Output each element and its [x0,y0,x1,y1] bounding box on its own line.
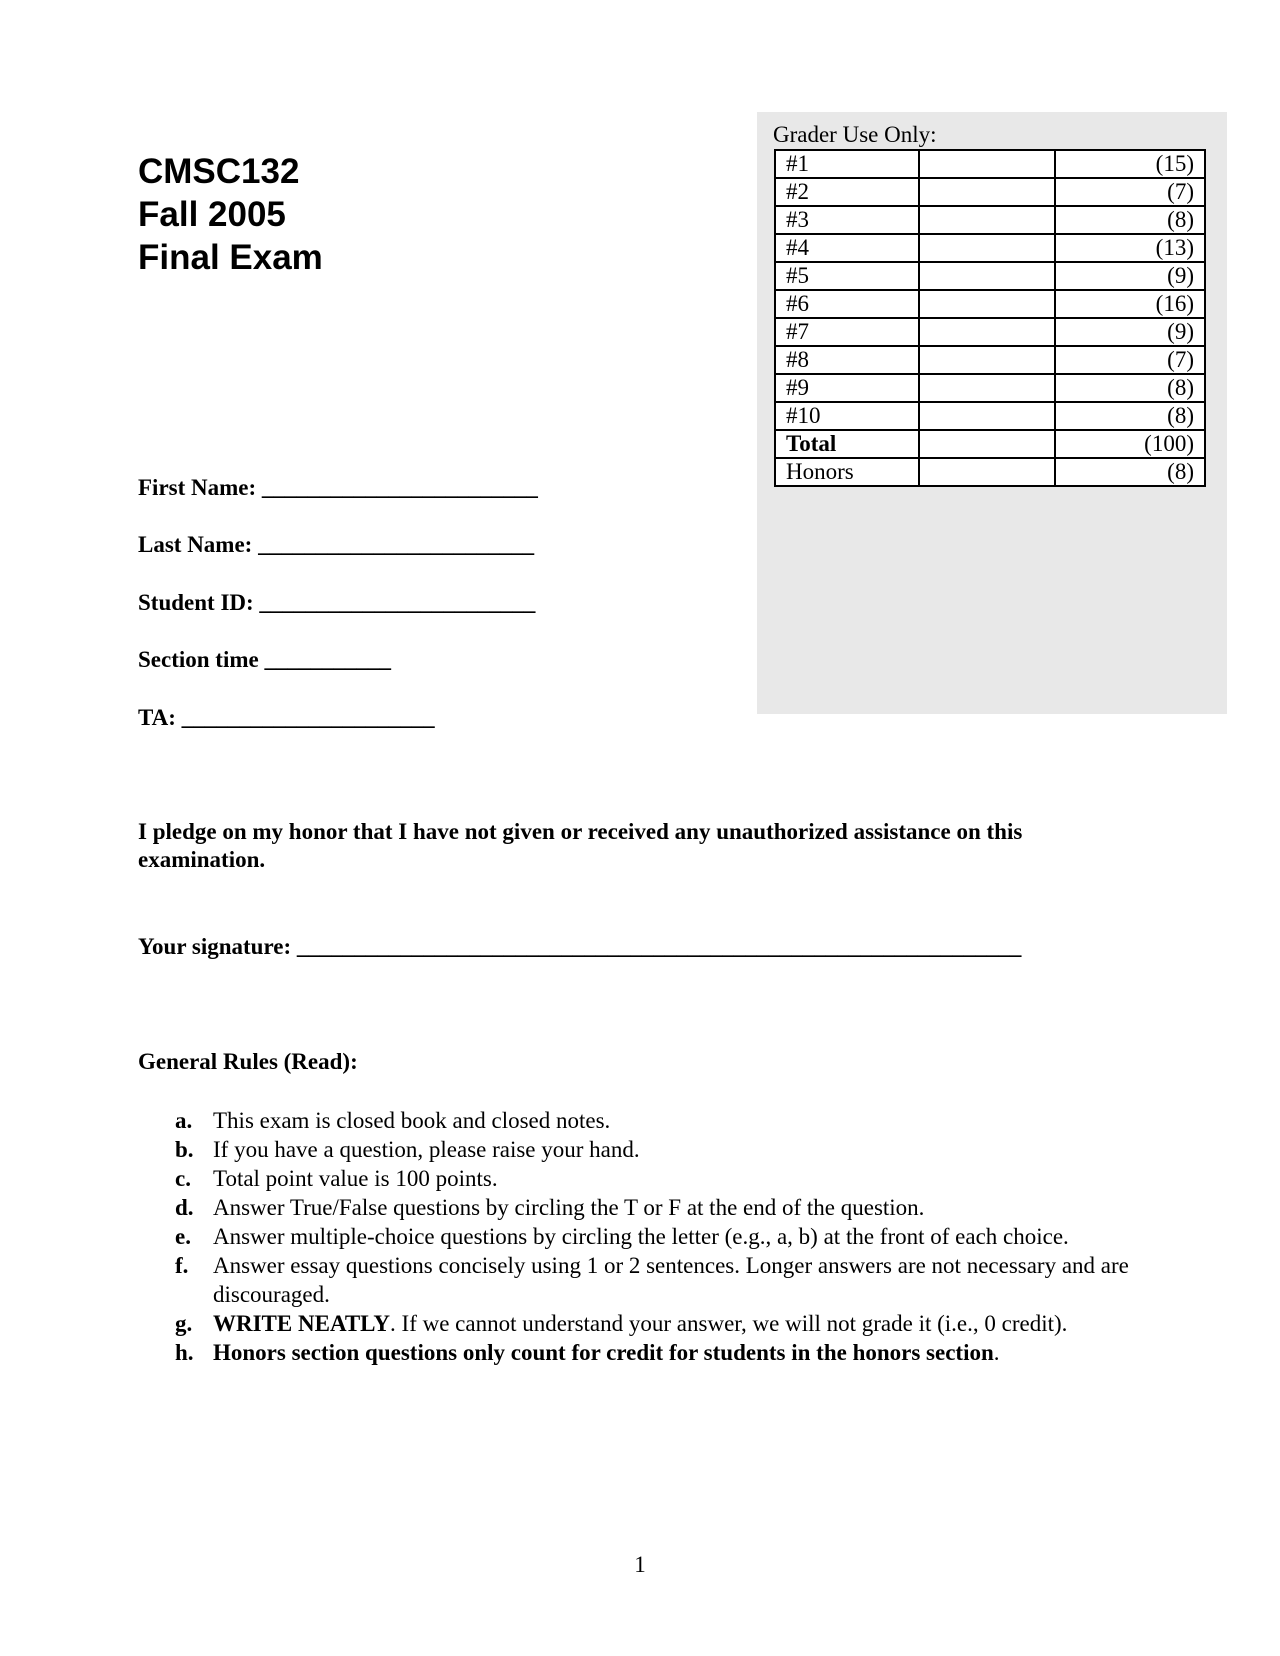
points-cell: (9) [1055,318,1205,346]
points-cell: (8) [1055,374,1205,402]
points-cell: (8) [1055,402,1205,430]
grader-caption: Grader Use Only: [773,122,937,147]
grader-box [757,112,1227,714]
grader-honors-row [775,458,1205,486]
grader-row [775,346,1205,374]
question-label: #6 [775,290,919,318]
signature-field[interactable]: Your signature: _______________________________________________________________ [138,934,1022,959]
rule-item [175,1338,1145,1367]
rule-text: Answer multiple-choice questions by circling the letter (e.g., a, b) at the front of each choice. [213,1224,1069,1249]
score-cell[interactable] [919,234,1055,262]
question-label: #2 [775,178,919,206]
question-label: #8 [775,346,919,374]
student-id-field[interactable]: Student ID: ________________________ [138,590,536,615]
score-cell[interactable] [919,402,1055,430]
grader-row [775,318,1205,346]
rule-letter: b. [175,1137,194,1162]
rule-letter: d. [175,1195,194,1220]
honor-pledge: I pledge on my honor that I have not given or received any unauthorized assistance on this examination. [138,819,1023,872]
question-label: #10 [775,402,919,430]
total-score-cell[interactable] [919,430,1055,458]
rule-letter: f. [175,1253,189,1278]
rule-item [175,1222,1145,1251]
grader-row [775,262,1205,290]
grader-total-row [775,430,1205,458]
rule-text: . If we cannot understand your answer, we will not grade it (i.e., 0 credit). [390,1311,1068,1336]
section-time-field[interactable]: Section time ___________ [138,647,391,672]
honors-points-cell: (8) [1055,458,1205,486]
rules-heading: General Rules (Read): [138,1049,358,1074]
rule-text: Answer essay questions concisely using 1 or 2 sentences. Longer answers are not necessary and are discouraged. [213,1253,1129,1307]
rule-letter: h. [175,1340,194,1365]
grader-row [775,234,1205,262]
rule-text: If you have a question, please raise your hand. [213,1137,640,1162]
rule-text: This exam is closed book and closed notes. [213,1108,611,1133]
rule-bold-text: Honors section questions only count for credit for students in the honors section [213,1340,994,1365]
score-cell[interactable] [919,346,1055,374]
question-label: #4 [775,234,919,262]
points-cell: (9) [1055,262,1205,290]
page-number: 1 [634,1552,646,1577]
score-cell[interactable] [919,178,1055,206]
rule-letter: c. [175,1166,191,1191]
rule-item [175,1135,1145,1164]
exam-title [138,150,323,279]
rule-text: Answer True/False questions by circling the T or F at the end of the question. [213,1195,925,1220]
rule-text: Total point value is 100 points. [213,1166,498,1191]
points-cell: (8) [1055,206,1205,234]
honors-score-cell[interactable] [919,458,1055,486]
grader-row [775,150,1205,178]
question-label: #9 [775,374,919,402]
question-label: #5 [775,262,919,290]
rule-letter: a. [175,1108,193,1133]
grader-row [775,402,1205,430]
rule-letter: e. [175,1224,191,1249]
exam-term: Fall 2005 [138,195,286,234]
honors-label: Honors [775,458,919,486]
grader-row [775,290,1205,318]
rule-item [175,1251,1145,1309]
total-points-cell: (100) [1055,430,1205,458]
rule-item [175,1106,1145,1135]
rule-text: . [993,1340,1000,1365]
rule-bold-text: WRITE NEATLY [213,1311,391,1336]
ta-field[interactable]: TA: ______________________ [138,705,435,730]
question-label: #1 [775,150,919,178]
last-name-field[interactable]: Last Name: ________________________ [138,532,535,557]
points-cell: (15) [1055,150,1205,178]
first-name-field[interactable]: First Name: ________________________ [138,475,538,500]
rule-letter: g. [175,1311,193,1336]
points-cell: (16) [1055,290,1205,318]
course-code: CMSC132 [138,152,300,191]
points-cell: (13) [1055,234,1205,262]
rule-item [175,1193,1145,1222]
score-cell[interactable] [919,150,1055,178]
rules-list [175,1106,1145,1367]
points-cell: (7) [1055,346,1205,374]
score-cell[interactable] [919,374,1055,402]
exam-name: Final Exam [138,238,323,277]
rule-item [175,1309,1145,1338]
grader-row [775,206,1205,234]
score-cell[interactable] [919,290,1055,318]
grader-row [775,374,1205,402]
score-cell[interactable] [919,262,1055,290]
score-cell[interactable] [919,318,1055,346]
question-label: #7 [775,318,919,346]
question-label: #3 [775,206,919,234]
total-label: Total [775,430,919,458]
points-cell: (7) [1055,178,1205,206]
grader-table [774,149,1206,487]
grader-row [775,178,1205,206]
rule-item [175,1164,1145,1193]
score-cell[interactable] [919,206,1055,234]
